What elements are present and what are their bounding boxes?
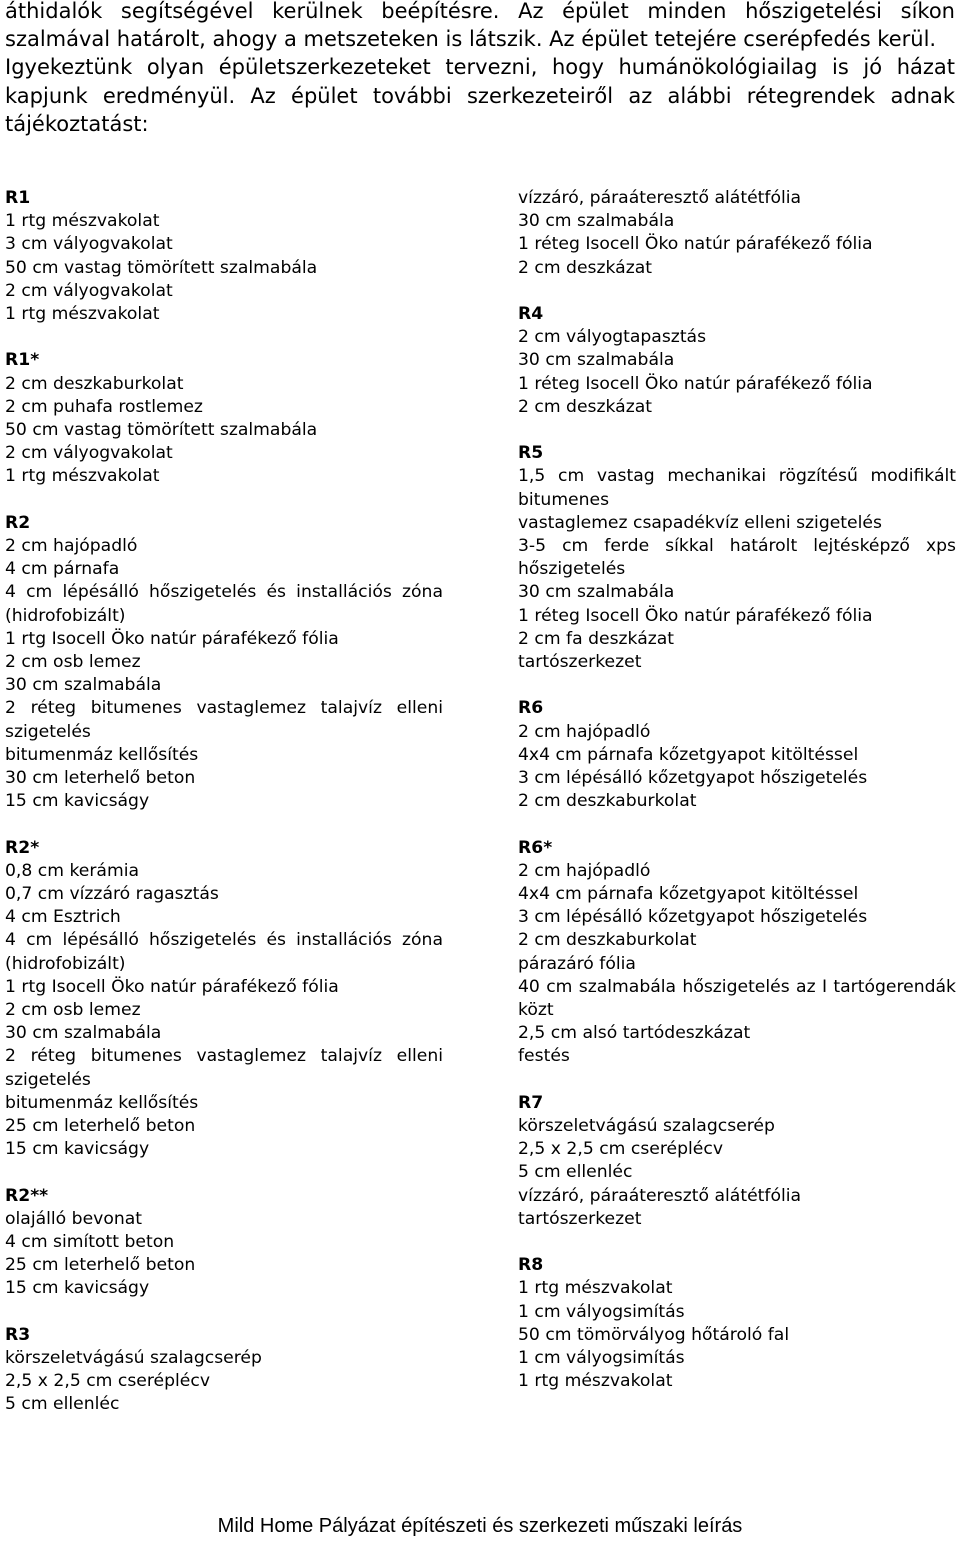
layer-item: 2,5 x 2,5 cm cseréplécv xyxy=(5,1371,211,1392)
layer-item: 3 cm vályogvakolat xyxy=(5,234,173,255)
layer-item: 4 cm párnafa xyxy=(5,559,120,580)
layer-item: 2 cm hajópadló xyxy=(5,535,138,556)
layer-item: 40 cm szalmabála hőszigetelés az I tartógerendák közt xyxy=(518,976,956,1020)
layer-section xyxy=(518,1092,956,1231)
layer-item: 2 cm vályogtapasztás xyxy=(518,327,707,348)
layer-item: 2 cm hajópadló xyxy=(518,860,651,881)
layer-item: 5 cm ellenléc xyxy=(5,1394,120,1415)
layer-item: tartószerkezet xyxy=(518,652,642,672)
layer-item: bitumenmáz kellősítés xyxy=(5,744,199,765)
section-heading: R6 xyxy=(518,698,544,719)
layer-item: körszeletvágású szalagcserép xyxy=(5,1347,262,1368)
intro-paragraph-1: áthidalók segítségével kerülnek beépítésre. Az épület minden hőszigetelési síkon szalmával határolt, ahogy a metszeteken is látszik. Az épület tetejére cserépfedés kerül. xyxy=(5,0,955,52)
layer-item: körszeletvágású szalagcserép xyxy=(518,1115,775,1136)
section-heading: R6* xyxy=(518,837,553,858)
layer-item: 30 cm szalmabála xyxy=(5,675,162,696)
layer-item: 0,7 cm vízzáró ragasztás xyxy=(5,883,219,904)
layer-item: 1 rtg mészvakolat xyxy=(518,1371,673,1392)
layer-section xyxy=(518,303,956,419)
section-heading: R3 xyxy=(5,1324,31,1345)
layer-item: bitumenmáz kellősítés xyxy=(5,1092,199,1113)
layer-item: 1 rtg mészvakolat xyxy=(5,466,160,487)
layer-section xyxy=(518,1254,956,1393)
layer-item: 1 réteg Isocell Öko natúr párafékező fólia xyxy=(518,605,873,626)
layer-item: 25 cm leterhelő beton xyxy=(5,1116,196,1137)
section-heading: R4 xyxy=(518,304,544,324)
layer-item: vízzáró, páraáteresztő alátétfólia xyxy=(518,188,802,208)
section-heading: R8 xyxy=(518,1255,544,1276)
layer-item: 30 cm szalmabála xyxy=(5,1023,162,1044)
layer-item: vastaglemez csapadékvíz elleni szigetelés xyxy=(518,512,882,533)
section-heading: R2* xyxy=(5,837,40,858)
layer-item: 2 cm deszkaburkolat xyxy=(5,373,184,394)
layer-item: 3 cm lépésálló kőzetgyapot hőszigetelés xyxy=(518,767,868,788)
layer-item: vízzáró, páraáteresztő alátétfólia xyxy=(518,1185,802,1206)
layer-item: 50 cm tömörvályog hőtároló fal xyxy=(518,1324,790,1345)
layer-item: 2 cm deszkázat xyxy=(518,396,652,417)
layer-item: 2 cm osb lemez xyxy=(5,651,141,672)
layer-item: 4 cm lépésálló hőszigetelés és installációs zóna (hidrofobizált) xyxy=(5,582,443,626)
section-heading: R2** xyxy=(5,1185,49,1206)
section-heading: R2 xyxy=(5,512,31,533)
layer-item: 0,8 cm kerámia xyxy=(5,860,140,881)
layer-item: 2 cm deszkaburkolat xyxy=(518,930,697,951)
layer-section xyxy=(5,837,443,1162)
layer-item: 15 cm kavicságy xyxy=(5,1139,150,1160)
layer-item: 2 réteg bitumenes vastaglemez talajvíz elleni szigetelés xyxy=(5,1046,443,1090)
layer-item: 4 cm lépésálló hőszigetelés és installációs zóna (hidrofobizált) xyxy=(5,930,443,974)
layer-item: 50 cm vastag tömörített szalmabála xyxy=(5,257,318,278)
layer-item: 1 cm vályogsimítás xyxy=(518,1347,685,1368)
layer-item: 3 cm lépésálló kőzetgyapot hőszigetelés xyxy=(518,907,868,928)
layer-item: 4x4 cm párnafa kőzetgyapot kitöltéssel xyxy=(518,744,859,765)
layer-item: 50 cm vastag tömörített szalmabála xyxy=(5,419,318,440)
layer-item: 3-5 cm ferde síkkal határolt lejtésképző xps hőszigetelés xyxy=(518,535,956,580)
intro-text xyxy=(5,0,955,138)
layer-item: 2 réteg bitumenes vastaglemez talajvíz elleni szigetelés xyxy=(5,698,443,742)
right-layer-column xyxy=(518,187,956,1417)
section-heading: R7 xyxy=(518,1092,544,1113)
layer-item: 2 cm deszkázat xyxy=(518,257,652,278)
layer-section xyxy=(518,187,956,280)
layer-item: 30 cm szalmabála xyxy=(518,350,675,371)
layer-item: 4 cm Esztrich xyxy=(5,907,121,928)
layer-item: 2 cm puhafa rostlemez xyxy=(5,396,203,417)
layer-item: 1,5 cm vastag mechanikai rögzítésű modifikált bitumenes xyxy=(518,466,956,510)
layer-item: 2,5 cm alsó tartódeszkázat xyxy=(518,1023,751,1044)
section-heading: R1* xyxy=(5,350,40,371)
layer-item: 2,5 x 2,5 cm cseréplécv xyxy=(518,1139,724,1160)
layer-item: 30 cm szalmabála xyxy=(518,211,675,232)
page-footer: Mild Home Pályázat építészeti és szerkezeti műszaki leírás xyxy=(217,1515,743,1537)
layer-item: 1 rtg Isocell Öko natúr párafékező fólia xyxy=(5,628,339,649)
layer-item: tartószerkezet xyxy=(518,1208,642,1229)
layer-item: 25 cm leterhelő beton xyxy=(5,1255,196,1276)
layer-item: 15 cm kavicságy xyxy=(5,791,150,812)
layer-item: 1 réteg Isocell Öko natúr párafékező fólia xyxy=(518,234,873,255)
layer-item: 30 cm leterhelő beton xyxy=(5,768,196,788)
layer-section xyxy=(5,512,443,814)
layer-section xyxy=(5,349,443,488)
layer-item: 1 rtg Isocell Öko natúr párafékező fólia xyxy=(5,976,339,997)
layer-item: 4 cm simított beton xyxy=(5,1232,175,1252)
layer-item: 2 cm hajópadló xyxy=(518,721,651,742)
layer-item: 1 rtg mészvakolat xyxy=(518,1278,673,1299)
layer-item: 2 cm deszkaburkolat xyxy=(518,791,697,812)
layer-item: 1 rtg mészvakolat xyxy=(5,304,160,324)
section-heading: R1 xyxy=(5,188,31,208)
layer-item: 2 cm vályogvakolat xyxy=(5,280,173,301)
layer-item: 2 cm osb lemez xyxy=(5,1000,141,1020)
layer-item: olajálló bevonat xyxy=(5,1208,142,1229)
layer-item: 5 cm ellenléc xyxy=(518,1162,633,1183)
layer-item: 1 réteg Isocell Öko natúr párafékező fólia xyxy=(518,373,873,394)
layer-section xyxy=(518,442,956,674)
intro-paragraph-2: Igyekeztünk olyan épületszerkezeteket tervezni, hogy humánökológiailag is jó házat kapjunk eredményül. Az épület további szerkezeteiről az alábbi rétegrendek adnak tájékoztatást: xyxy=(5,55,955,136)
left-layer-column xyxy=(5,187,443,1440)
layer-section xyxy=(518,837,956,1069)
layer-item: 1 rtg mészvakolat xyxy=(5,211,160,232)
layer-section xyxy=(5,1185,443,1301)
section-heading: R5 xyxy=(518,443,544,464)
layer-section xyxy=(5,1324,443,1417)
layer-item: párazáró fólia xyxy=(518,953,636,974)
layer-item: 2 cm vályogvakolat xyxy=(5,443,173,464)
layer-section xyxy=(5,187,443,326)
layer-item: festés xyxy=(518,1046,570,1067)
layer-item: 4x4 cm párnafa kőzetgyapot kitöltéssel xyxy=(518,883,859,904)
layer-item: 30 cm szalmabála xyxy=(518,582,675,603)
layer-item: 2 cm fa deszkázat xyxy=(518,628,675,649)
layer-item: 15 cm kavicságy xyxy=(5,1278,150,1299)
layer-item: 1 cm vályogsimítás xyxy=(518,1301,685,1322)
layer-section xyxy=(518,697,956,813)
